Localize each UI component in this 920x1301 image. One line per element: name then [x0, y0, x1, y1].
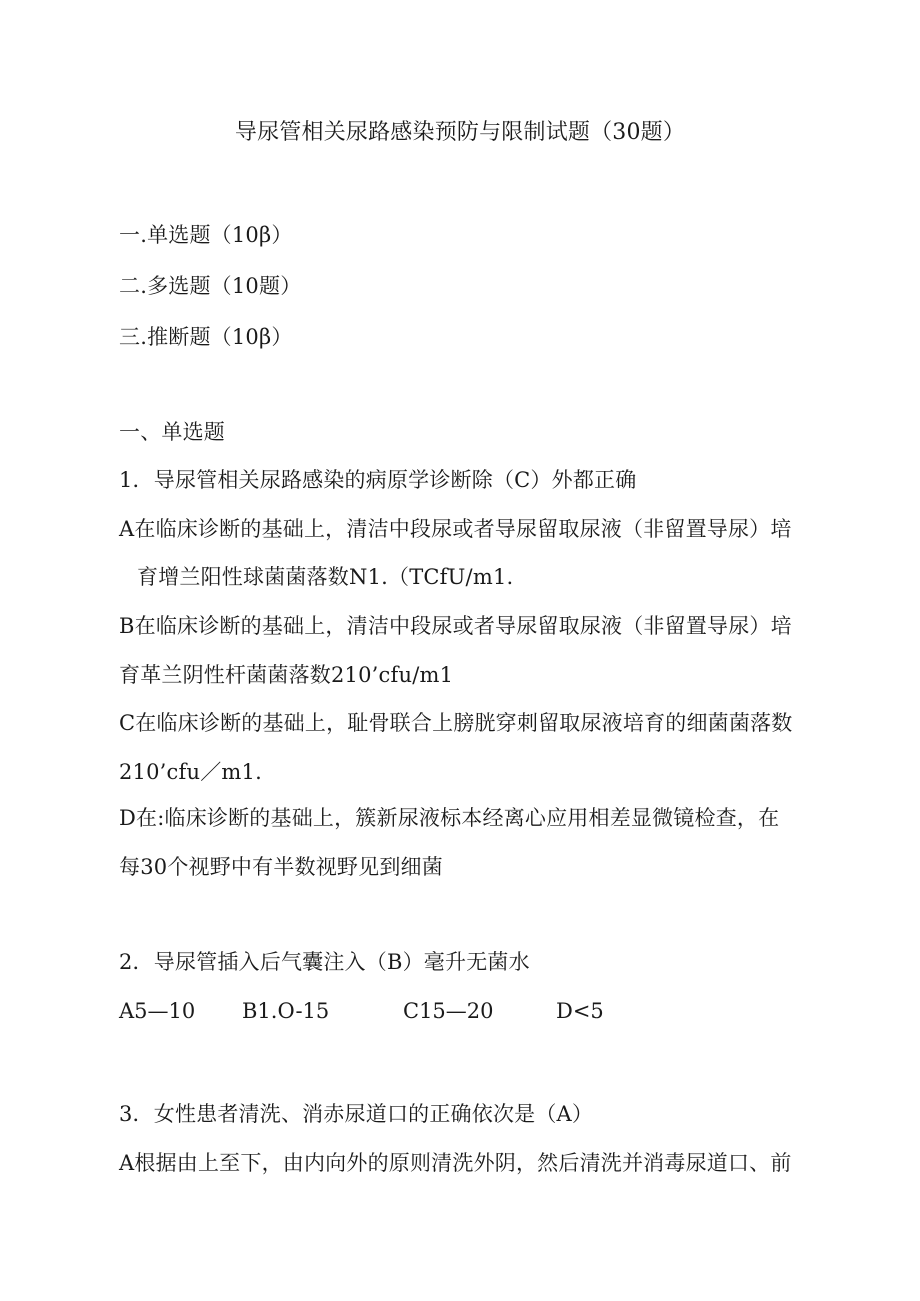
question-1-option-a-line2: 育增兰阳性球菌菌落数N1.（TCfU/m1.	[137, 565, 514, 589]
question-3-option-a-line1: A根据由上至下，由内向外的原则清洗外阴，然后清洗并消毒尿道口、前	[119, 1151, 792, 1175]
section-heading: 一、单选题	[119, 420, 225, 444]
question-1-option-a-line1: A在临床诊断的基础上，清洁中段尿或者导尿留取尿液（非留置导尿）培	[119, 517, 792, 541]
toc-item-multiple-choice: 二.多选题（10题）	[119, 274, 302, 298]
question-2-option-d: D<5	[556, 999, 604, 1023]
page-title: 导尿管相关尿路感染预防与限制试题（30题）	[234, 120, 686, 145]
question-1-option-c-line1: C在临床诊断的基础上，耻骨联合上膀胱穿刺留取尿液培育的细菌菌落数	[119, 711, 793, 735]
question-2-option-b: B1.O-15	[242, 999, 330, 1023]
question-1-option-d-line1: D在:临床诊断的基础上，簇新尿液标本经离心应用相差显微镜检查，在	[119, 806, 780, 830]
question-3-stem: 3．女性患者清洗、消赤尿道口的正确依次是（A）	[119, 1102, 594, 1126]
question-1-option-d-line2: 每30个视野中有半数视野见到细菌	[119, 855, 443, 879]
question-1-option-b-line1: B在临床诊断的基础上，清洁中段尿或者导尿留取尿液（非留置导尿）培	[119, 614, 792, 638]
question-1-option-c-line2: 210’cfu／m1.	[119, 760, 262, 784]
question-2-option-a: A5—10	[119, 999, 196, 1023]
question-1-option-b-line2: 育革兰阴性杆菌菌落数210’cfu/m1	[119, 663, 454, 687]
question-2-option-c: C15—20	[403, 999, 494, 1023]
toc-item-judgment: 三.推断题（10β）	[119, 325, 293, 349]
question-2-stem: 2．导尿管插入后气囊注入（B）毫升无菌水	[119, 950, 530, 974]
question-1-stem: 1．导尿管相关尿路感染的病原学诊断除（C）外都正确	[119, 468, 637, 492]
toc-item-single-choice: 一.单选题（10β）	[119, 223, 293, 247]
